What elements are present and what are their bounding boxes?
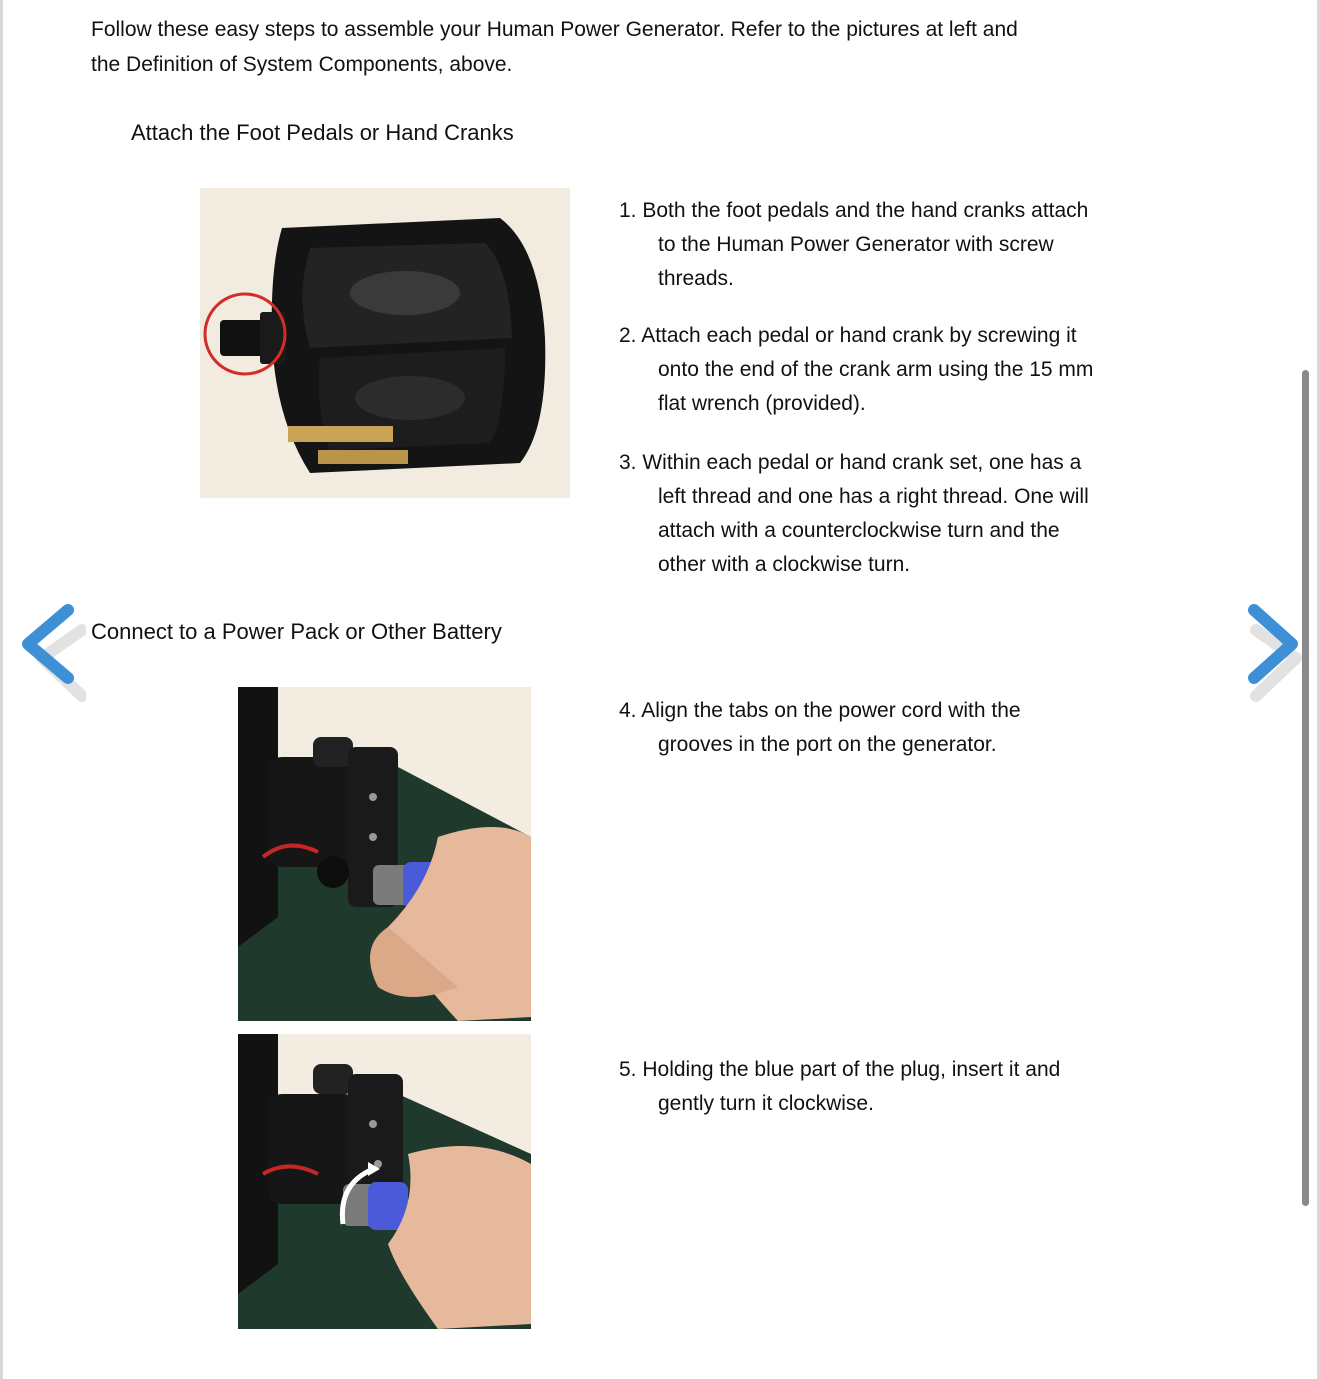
chevron-right-icon	[1236, 600, 1308, 710]
step-3-line-4: other with a clockwise turn.	[658, 553, 911, 576]
align-plug-photo	[238, 687, 531, 1021]
step-3-text: Within each pedal or hand crank set, one has a	[642, 451, 1082, 474]
step-4-text: Align the tabs on the power cord with the	[641, 699, 1021, 722]
step-2-number: 2.	[619, 324, 637, 347]
step-2-line-3: flat wrench (provided).	[658, 392, 866, 415]
step-2	[619, 319, 1139, 421]
section-heading-pedals: Attach the Foot Pedals or Hand Cranks	[131, 120, 514, 145]
step-4	[619, 694, 1139, 762]
previous-page-button[interactable]	[14, 600, 86, 710]
step-5-text: Holding the blue part of the plug, insert it and	[642, 1058, 1061, 1081]
step-2-text: Attach each pedal or hand crank by screwing it	[641, 324, 1077, 347]
step-4-number: 4.	[619, 699, 637, 722]
section-heading-battery: Connect to a Power Pack or Other Battery	[91, 619, 502, 644]
step-5-line-2: gently turn it clockwise.	[658, 1092, 874, 1115]
step-5	[619, 1053, 1139, 1121]
pedal-photo	[200, 188, 570, 498]
step-1-line-3: threads.	[658, 267, 734, 290]
intro-line-2: the Definition of System Components, above.	[91, 53, 513, 76]
scrollbar-thumb[interactable]	[1302, 370, 1309, 1206]
step-3-line-2: left thread and one has a right thread. One will	[658, 485, 1089, 508]
page-border-left	[0, 0, 3, 1379]
intro-line-1: Follow these easy steps to assemble your Human Power Generator. Refer to the pictures at left and	[91, 18, 1018, 41]
next-page-button[interactable]	[1236, 600, 1308, 710]
step-4-line-2: grooves in the port on the generator.	[658, 733, 997, 756]
step-1	[619, 194, 1139, 296]
chevron-left-icon	[14, 600, 86, 710]
step-1-text: Both the foot pedals and the hand cranks attach	[642, 199, 1089, 222]
step-1-line-2: to the Human Power Generator with screw	[658, 233, 1054, 256]
step-3-line-3: attach with a counterclockwise turn and the	[658, 519, 1060, 542]
intro-paragraph	[91, 12, 1091, 82]
step-2-line-2: onto the end of the crank arm using the 15 mm	[658, 358, 1094, 381]
step-5-number: 5.	[619, 1058, 637, 1081]
step-3	[619, 446, 1139, 582]
step-1-number: 1.	[619, 199, 637, 222]
turn-plug-photo	[238, 1034, 531, 1329]
vertical-scrollbar[interactable]	[1300, 370, 1310, 1206]
step-3-number: 3.	[619, 451, 637, 474]
